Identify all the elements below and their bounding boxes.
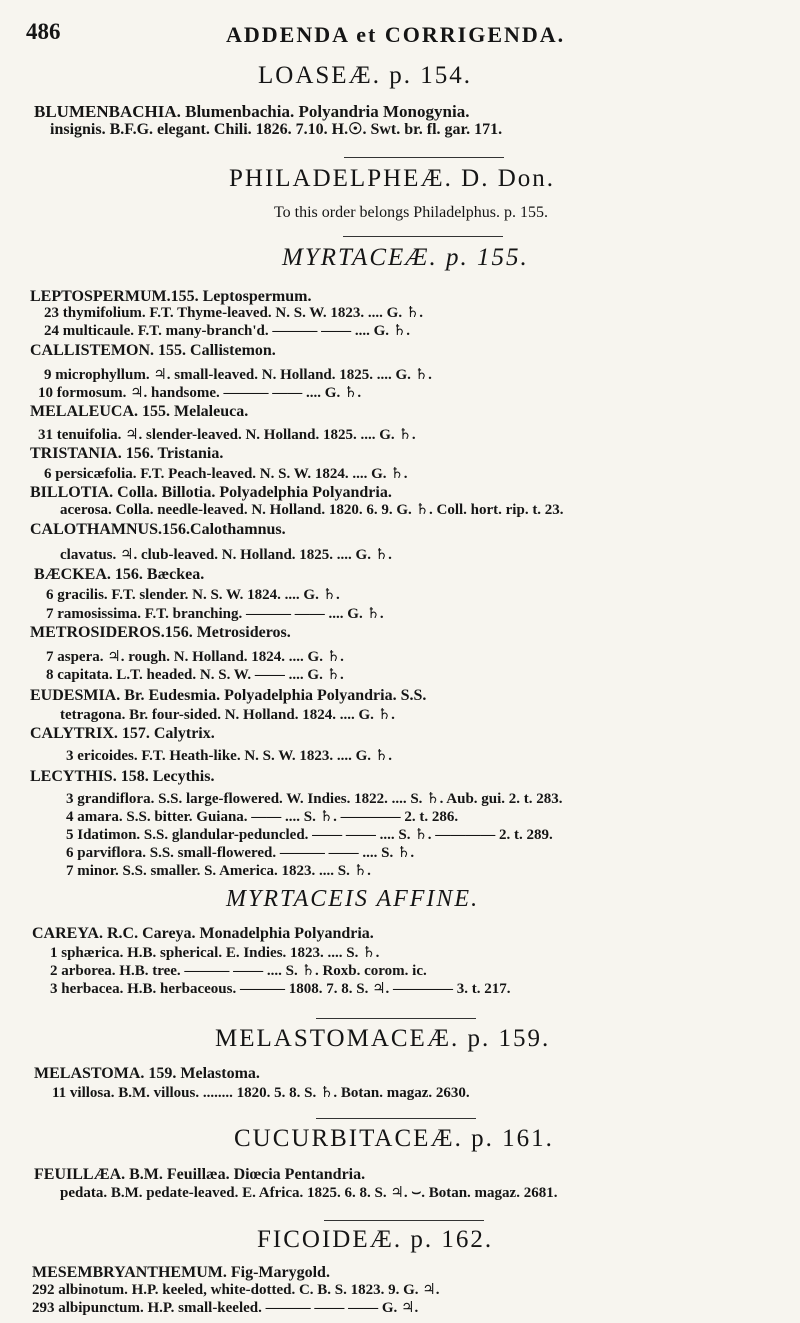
line-m31: 31 tenuifolia. ♃. slender-leaved. N. Holland. 1825. .... G. ♄. [38,427,416,443]
line-calytrix: CALYTRIX. 157. Calytrix. [30,725,215,742]
line-le7: 7 minor. S.S. smaller. S. America. 1823. .... S. ♄. [66,863,371,879]
line-acerosa: acerosa. Colla. needle-leaved. N. Holland. 1820. 6. 9. G. ♄. Coll. hort. rip. t. 23. [60,502,564,518]
line-metrosideros: METROSIDEROS.156. Metrosideros. [30,624,291,641]
section-philadelpheae: PHILADELPHEÆ. D. Don. [229,165,556,192]
line-baeckea: BÆCKEA. 156. Bæckea. [34,566,205,583]
line-melastoma: MELASTOMA. 159. Melastoma. [34,1065,260,1082]
line-le5: 5 Idatimon. S.S. glandular-peduncled. —— —— .... S. ♄. ———— 2. t. 289. [66,827,553,843]
line-cr3: 3 herbacea. H.B. herbaceous. ——— 1808. 7. 8. S. ♃. ———— 3. t. 217. [50,981,511,997]
line-cr2: 2 arborea. H.B. tree. ——— —— .... S. ♄. Roxb. corom. ic. [50,963,427,979]
running-head: ADDENDA et CORRIGENDA. [226,22,566,47]
section-melastomaceae: MELASTOMACEÆ. p. 159. [215,1025,551,1052]
section-cucurbitaceae: CUCURBITACEÆ. p. 161. [234,1125,554,1152]
line-mesembryanthemum: MESEMBRYANTHEMUM. Fig-Marygold. [32,1264,330,1281]
line-calothamnus: CALOTHAMNUS.156.Calothamnus. [30,521,286,538]
line-insignis: insignis. B.F.G. elegant. Chili. 1826. 7.10. H.☉. Swt. br. fl. gar. 171. [50,121,503,138]
line-tetragona: tetragona. Br. four-sided. N. Holland. 1824. .... G. ♄. [60,707,395,723]
line-melaleuca: MELALEUCA. 155. Melaleuca. [30,403,249,420]
line-tristania: TRISTANIA. 156. Tristania. [30,445,224,462]
section-ficoideae: FICOIDEÆ. p. 162. [257,1226,494,1253]
line-billotia: BILLOTIA. Colla. Billotia. Polyadelphia Polyandria. [30,484,392,501]
line-me8: 8 capitata. L.T. headed. N. S. W. —— .... G. ♄. [46,667,344,683]
line-pedata: pedata. B.M. pedate-leaved. E. Africa. 1825. 6. 8. S. ♃. ⌣. Botan. magaz. 2681. [60,1185,558,1201]
line-ms293: 293 albipunctum. H.P. small-keeled. ——— —— —— G. ♃. [32,1300,419,1316]
line-me7: 7 aspera. ♃. rough. N. Holland. 1824. .... G. ♄. [46,649,344,665]
line-le4: 4 amara. S.S. bitter. Guiana. —— .... S. ♄. ———— 2. t. 286. [66,809,459,825]
divider [316,1118,476,1119]
line-cr1: 1 sphærica. H.B. spherical. E. Indies. 1823. .... S. ♄. [50,945,380,961]
divider [344,157,504,158]
section-myrtaceis-affine: MYRTACEIS AFFINE. [226,886,480,912]
philadelpheae-note: To this order belongs Philadelphus. p. 155. [274,204,548,221]
line-leptospermum: LEPTOSPERMUM.155. Leptospermum. [30,288,312,305]
line-callistemon: CALLISTEMON. 155. Callistemon. [30,342,276,359]
line-l23: 23 thymifolium. F.T. Thyme-leaved. N. S. W. 1823. .... G. ♄. [44,305,424,321]
line-feuillaea: FEUILLÆA. B.M. Feuillæa. Diœcia Pentandria. [34,1166,366,1183]
line-ms292: 292 albinotum. H.P. keeled, white-dotted. C. B. S. 1823. 9. G. ♃. [32,1282,440,1298]
line-eudesmia: EUDESMIA. Br. Eudesmia. Polyadelphia Polyandria. S.S. [30,687,427,704]
divider [324,1220,484,1221]
line-clavatus: clavatus. ♃. club-leaved. N. Holland. 1825. .... G. ♄. [60,547,392,563]
line-c9: 9 microphyllum. ♃. small-leaved. N. Holland. 1825. .... G. ♄. [44,367,432,383]
line-b6: 6 gracilis. F.T. slender. N. S. W. 1824. .... G. ♄. [46,587,340,603]
line-lecythis: LECYTHIS. 158. Lecythis. [30,768,215,785]
line-t6: 6 persicæfolia. F.T. Peach-leaved. N. S. W. 1824. .... G. ♄. [44,466,408,482]
section-loaseae: LOASEÆ. p. 154. [258,62,473,89]
line-le6: 6 parviflora. S.S. small-flowered. ——— —— .... S. ♄. [66,845,415,861]
line-blumenbachia: BLUMENBACHIA. Blumenbachia. Polyandria Monogynia. [34,102,470,121]
line-le3: 3 grandiflora. S.S. large-flowered. W. Indies. 1822. .... S. ♄. Aub. gui. 2. t. 283. [66,791,563,807]
line-ca3: 3 ericoides. F.T. Heath-like. N. S. W. 1823. .... G. ♄. [66,748,392,764]
section-myrtaceae: MYRTACEÆ. p. 155. [282,244,529,271]
line-ms11: 11 villosa. B.M. villous. ........ 1820. 5. 8. S. ♄. Botan. magaz. 2630. [52,1085,470,1101]
line-careya: CAREYA. R.C. Careya. Monadelphia Polyandria. [32,925,374,942]
divider [343,236,503,237]
line-b7: 7 ramosissima. F.T. branching. ——— —— .... G. ♄. [46,606,384,622]
line-l24: 24 multicaule. F.T. many-branch'd. ——— —— .... G. ♄. [44,323,410,339]
page-number: 486 [26,19,61,44]
line-c10: 10 formosum. ♃. handsome. ——— —— .... G. ♄. [38,385,362,401]
divider [316,1018,476,1019]
